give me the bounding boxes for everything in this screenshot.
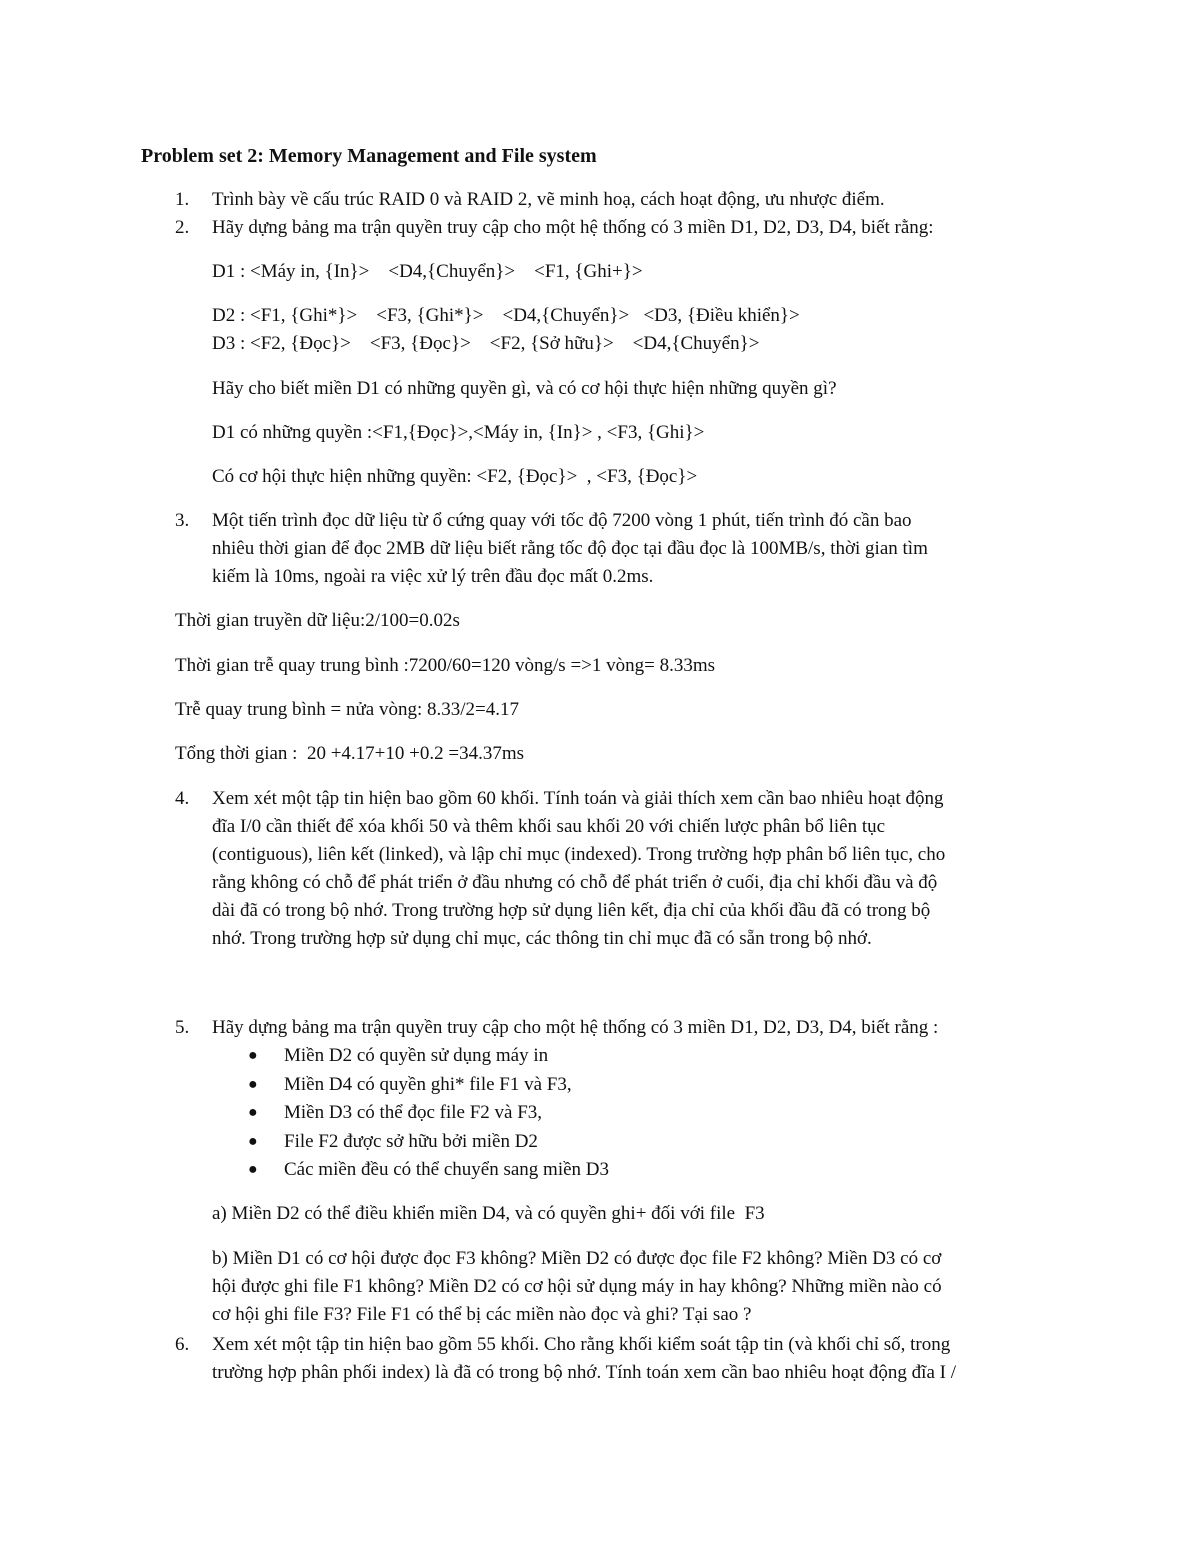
question-6-line: trường hợp phân phối index) là đã có trong bộ nhớ. Tính toán xem cần bao nhiêu hoạt động đĩa I / [212, 1362, 956, 1383]
question-3-number: 3. [175, 510, 190, 531]
question-5-text: Hãy dựng bảng ma trận quyền truy cập cho một hệ thống có 3 miền D1, D2, D3, D4, biết rằng : [212, 1017, 939, 1038]
bullet-item: Miền D4 có quyền ghi* file F1 và F3, [284, 1074, 572, 1095]
bullet-icon: ● [248, 1161, 258, 1178]
question-3-line: Một tiến trình đọc dữ liệu từ ổ cứng quay với tốc độ 7200 vòng 1 phút, tiến trình đó cần bao [212, 510, 912, 531]
bullet-icon: ● [248, 1133, 258, 1150]
bullet-icon: ● [248, 1076, 258, 1093]
question-4-line: nhớ. Trong trường hợp sử dụng chỉ mục, các thông tin chỉ mục đã có sẵn trong bộ nhớ. [212, 928, 872, 949]
question-5-part-b-line: b) Miền D1 có cơ hội được đọc F3 không? Miền D2 có được đọc file F2 không? Miền D3 có cơ [212, 1248, 942, 1269]
question-3-line: kiếm là 10ms, ngoài ra việc xử lý trên đầu đọc mất 0.2ms. [212, 566, 654, 587]
bullet-item: Miền D3 có thể đọc file F2 và F3, [284, 1102, 543, 1123]
bullet-icon: ● [248, 1104, 258, 1121]
question-2-answer-rights: D1 có những quyền :<F1,{Đọc}>,<Máy in, {In}> , <F3, {Ghi}> [212, 422, 705, 443]
question-6-line: Xem xét một tập tin hiện bao gồm 55 khối. Cho rằng khối kiểm soát tập tin (và khối chỉ số, trong [212, 1334, 951, 1355]
question-1-text: Trình bày về cấu trúc RAID 0 và RAID 2, vẽ minh hoạ, cách hoạt động, ưu nhược điểm. [212, 189, 885, 210]
bullet-icon: ● [248, 1047, 258, 1064]
question-1-number: 1. [175, 189, 190, 210]
question-4-line: đĩa I/0 cần thiết để xóa khối 50 và thêm khối sau khối 20 với chiến lược phân bổ liên tục [212, 816, 886, 837]
solution-line: Thời gian truyền dữ liệu:2/100=0.02s [175, 610, 460, 631]
question-4-number: 4. [175, 788, 190, 809]
question-5-part-b-line: cơ hội ghi file F3? File F1 có thể bị các miền nào đọc và ghi? Tại sao ? [212, 1304, 752, 1325]
solution-line: Thời gian trễ quay trung bình :7200/60=120 vòng/s =>1 vòng= 8.33ms [175, 655, 716, 676]
question-5-part-b-line: hội được ghi file F1 không? Miền D2 có cơ hội sử dụng máy in hay không? Những miền nào có [212, 1276, 942, 1297]
question-2-answer-opportunities: Có cơ hội thực hiện những quyền: <F2, {Đọc}> , <F3, {Đọc}> [212, 466, 698, 487]
bullet-item: Miền D2 có quyền sử dụng máy in [284, 1045, 549, 1066]
question-4-line: Xem xét một tập tin hiện bao gồm 60 khối. Tính toán và giải thích xem cần bao nhiêu hoạt động [212, 788, 944, 809]
bullet-item: Các miền đều có thể chuyển sang miền D3 [284, 1159, 610, 1180]
domain-d2-rights: D2 : <F1, {Ghi*}> <F3, {Ghi*}> <D4,{Chuyển}> <D3, {Điều khiển}> [212, 305, 800, 326]
domain-d3-rights: D3 : <F2, {Đọc}> <F3, {Đọc}> <F2, {Sở hữu}> <D4,{Chuyển}> [212, 333, 760, 354]
question-4-line: rằng không có chỗ để phát triển ở đầu nhưng có chỗ để phát triển ở cuối, địa chỉ khối đầu và độ [212, 872, 938, 893]
domain-d1-rights: D1 : <Máy in, {In}> <D4,{Chuyển}> <F1, {Ghi+}> [212, 261, 643, 282]
solution-line: Trễ quay trung bình = nửa vòng: 8.33/2=4.17 [175, 699, 519, 720]
question-5-number: 5. [175, 1017, 190, 1038]
question-2-text: Hãy dựng bảng ma trận quyền truy cập cho một hệ thống có 3 miền D1, D2, D3, D4, biết rằng: [212, 217, 934, 238]
question-4-line: dài đã có trong bộ nhớ. Trong trường hợp sử dụng liên kết, địa chỉ của khối đầu đã có trong bộ [212, 900, 931, 921]
page-title: Problem set 2: Memory Management and File system [141, 145, 597, 167]
question-3-line: nhiêu thời gian để đọc 2MB dữ liệu biết rằng tốc độ đọc tại đầu đọc là 100MB/s, thời gian tìm [212, 538, 928, 559]
bullet-item: File F2 được sở hữu bởi miền D2 [284, 1131, 538, 1152]
question-2-number: 2. [175, 217, 190, 238]
question-4-line: (contiguous), liên kết (linked), và lập chỉ mục (indexed). Trong trường hợp phân bổ liên tục, cho [212, 844, 946, 865]
question-5-part-a: a) Miền D2 có thể điều khiển miền D4, và có quyền ghi+ đối với file F3 [212, 1203, 765, 1224]
question-2-subquestion: Hãy cho biết miền D1 có những quyền gì, và có cơ hội thực hiện những quyền gì? [212, 378, 837, 399]
solution-line: Tổng thời gian : 20 +4.17+10 +0.2 =34.37ms [175, 743, 524, 764]
question-6-number: 6. [175, 1334, 190, 1355]
